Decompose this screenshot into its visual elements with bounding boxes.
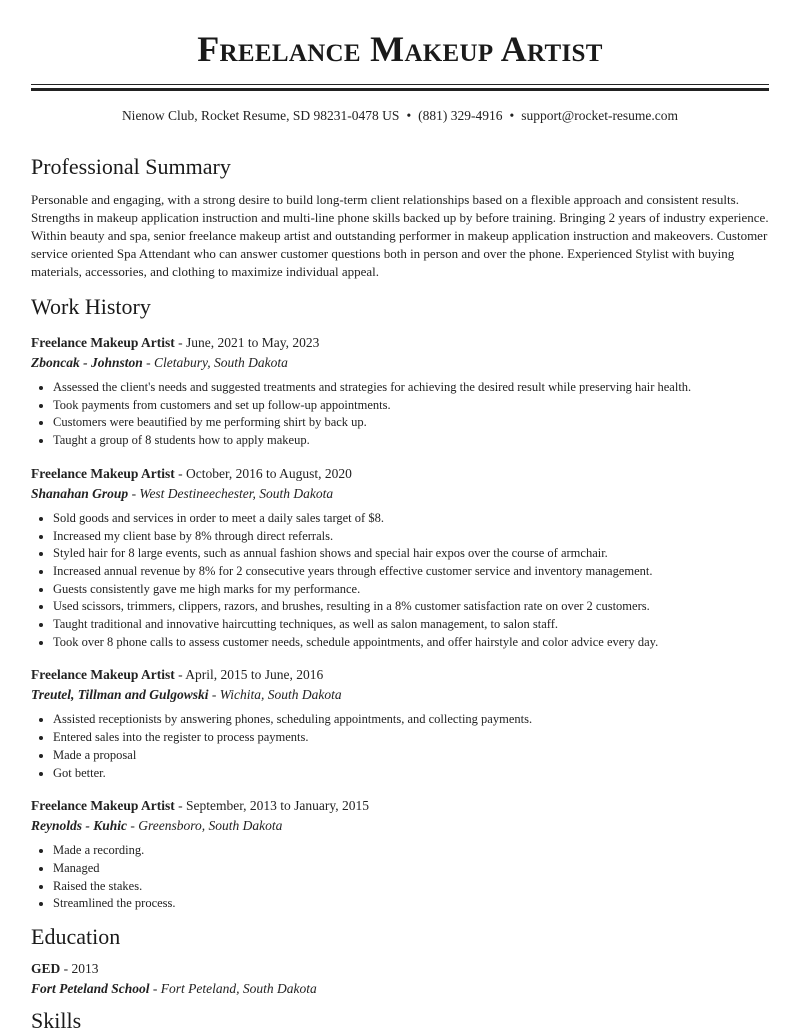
- work-history-heading: Work History: [31, 294, 151, 319]
- job-bullet: • Assessed the client's needs and suggested treatments and strategies for achieving the desired result while preserving hair health.: [53, 379, 769, 397]
- contact-phone: (881) 329-4916: [418, 108, 503, 123]
- job-entry: [31, 464, 769, 652]
- employer-name: Treutel, Tillman and Gulgowski: [31, 687, 209, 703]
- job-bullets: [31, 711, 769, 782]
- job-bullet: • Raised the stakes.: [53, 878, 769, 896]
- job-dates: - June, 2021 to May, 2023: [174, 335, 320, 350]
- job-title-line: [31, 796, 769, 816]
- education-entry: [31, 959, 769, 999]
- employer-line: [31, 353, 769, 373]
- employer-location: - Cletabury, South Dakota: [142, 355, 288, 370]
- job-bullet: • Taught traditional and innovative haircutting techniques, as well as salon management, to salon staff.: [53, 616, 769, 634]
- employer-name: Reynolds - Kuhic: [31, 818, 128, 834]
- degree-line: [31, 959, 769, 979]
- job-title: Freelance Makeup Artist: [31, 335, 175, 350]
- job-title-line: [31, 665, 769, 685]
- job-bullet: • Customers were beautified by me performing shirt by back up.: [53, 414, 769, 432]
- job-bullet: • Increased annual revenue by 8% for 2 consecutive years through effective customer service and inventory management.: [53, 563, 769, 581]
- job-bullet: • Guests consistently gave me high marks for my performance.: [53, 581, 769, 599]
- contact-separator: •: [509, 108, 515, 123]
- job-bullets: [31, 379, 769, 450]
- school-line: [31, 979, 769, 999]
- summary-heading: Professional Summary: [31, 154, 231, 179]
- school-name: Fort Peteland School: [31, 981, 150, 997]
- employer-name: Zboncak - Johnston: [31, 355, 143, 370]
- job-bullet: • Streamlined the process.: [53, 895, 769, 913]
- employer-location: - West Destineechester, South Dakota: [128, 485, 334, 501]
- contact-email: support@rocket-resume.com: [521, 108, 679, 123]
- job-bullet: • Made a proposal: [53, 747, 769, 765]
- employer-name: Shanahan Group: [31, 485, 129, 501]
- job-title-line: [31, 333, 769, 353]
- skills-heading: Skills: [31, 1008, 82, 1034]
- education-heading: Education: [31, 924, 121, 950]
- job-bullet: • Managed: [53, 860, 769, 878]
- job-bullet: • Took payments from customers and set up follow-up appointments.: [53, 397, 769, 415]
- job-title: Freelance Makeup Artist: [31, 667, 175, 683]
- job-bullet: • Took over 8 phone calls to assess customer needs, schedule appointments, and offer hairstyle and color advice every day.: [53, 634, 769, 652]
- job-entry: [31, 665, 769, 782]
- summary-text: Personable and engaging, with a strong desire to build long-term client relationships based on a flexible approach and consistent results. Strengths in makeup application instruction and multi-line phone skills backed up by before training. Bringing 2 years of industry experience. Within beauty and spa, senior freelance makeup artist and outstanding performer in makeup application instruction and makeovers. Customer service oriented Spa Attendant who can answer customer questions both in person and over the phone. Experienced Stylist with buying materials, accessories, and clothing to maximize individual appeal.: [31, 192, 769, 279]
- job-title-line: [31, 464, 769, 484]
- job-bullet: • Taught a group of 8 students how to apply makeup.: [53, 432, 769, 450]
- candidate-name: Freelance Makeup Artist: [197, 29, 603, 69]
- job-title: Freelance Makeup Artist: [31, 798, 175, 814]
- job-bullet: • Sold goods and services in order to meet a daily sales target of $8.: [53, 510, 769, 528]
- job-bullet: • Styled hair for 8 large events, such as annual fashion shows and special hair expos over the course of armchair.: [53, 545, 769, 563]
- degree-year: - 2013: [60, 961, 99, 977]
- employer-line: [31, 816, 769, 836]
- job-bullets: [31, 842, 769, 913]
- degree-name: GED: [31, 961, 61, 977]
- job-bullet: • Got better.: [53, 765, 769, 783]
- job-entry: [31, 333, 769, 450]
- job-bullet: • Assisted receptionists by answering phones, scheduling appointments, and collecting payments.: [53, 711, 769, 729]
- job-dates: - October, 2016 to August, 2020: [174, 465, 352, 481]
- job-bullet: • Entered sales into the register to process payments.: [53, 729, 769, 747]
- job-title: Freelance Makeup Artist: [31, 465, 175, 481]
- header-divider-thick: [31, 88, 769, 91]
- employer-line: [31, 685, 769, 705]
- header-divider-thin: [31, 84, 769, 85]
- job-entry: [31, 796, 769, 913]
- job-bullet: • Used scissors, trimmers, clippers, razors, and brushes, resulting in a 8% customer satisfaction rate on over 2 customers.: [53, 598, 769, 616]
- employer-line: [31, 484, 769, 504]
- job-bullet: • Made a recording.: [53, 842, 769, 860]
- contact-address: Nienow Club, Rocket Resume, SD 98231-0478 US: [121, 108, 400, 123]
- school-location: - Fort Peteland, South Dakota: [149, 981, 317, 997]
- job-bullet: • Increased my client base by 8% through direct referrals.: [53, 528, 769, 546]
- employer-location: - Greensboro, South Dakota: [127, 818, 283, 834]
- contact-separator: •: [406, 108, 412, 123]
- job-dates: - September, 2013 to January, 2015: [174, 798, 370, 814]
- job-bullets: [31, 510, 769, 652]
- contact-line: [31, 107, 769, 125]
- employer-location: - Wichita, South Dakota: [208, 687, 342, 703]
- job-dates: - April, 2015 to June, 2016: [174, 667, 324, 683]
